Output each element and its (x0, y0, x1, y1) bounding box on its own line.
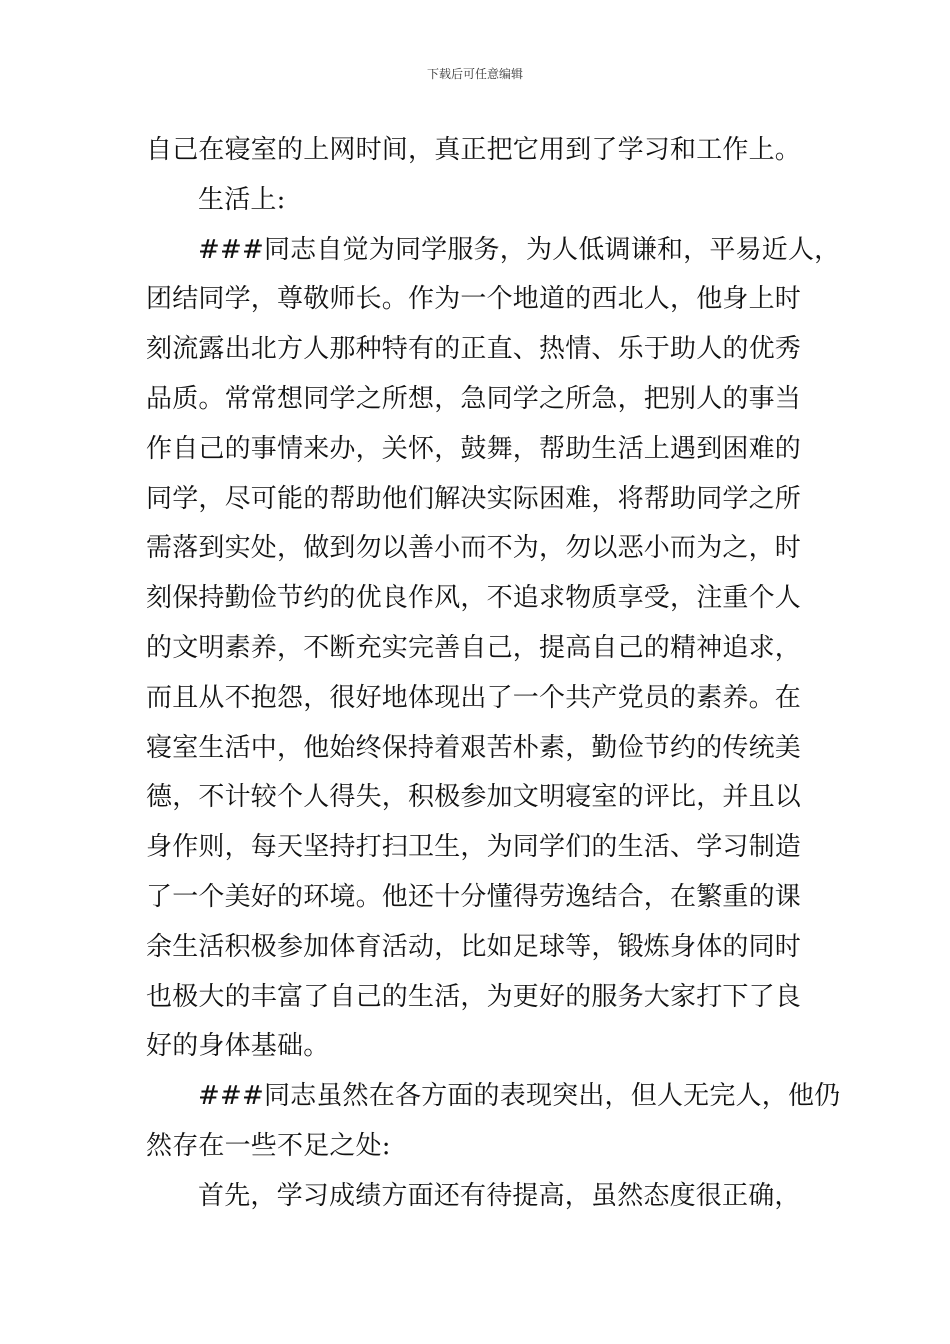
text-line: 自己在寝室的上网时间，真正把它用到了学习和工作上。 (146, 135, 802, 165)
text-line: 团结同学，尊敬师长。作为一个地道的西北人，他身上时 (146, 284, 802, 315)
text-line: 寝室生活中，他始终保持着艰苦朴素，勤俭节约的传统美 (146, 732, 802, 763)
text-line: ###同志虽然在各方面的表现突出，但人无完人，他仍 (198, 1081, 841, 1112)
text-line: 品质。常常想同学之所想，急同学之所急，把别人的事当 (146, 383, 802, 414)
text-line: 了一个美好的环境。他还十分懂得劳逸结合，在繁重的课 (146, 881, 802, 912)
text-line: 身作则，每天坚持打扫卫生，为同学们的生活、学习制造 (146, 832, 802, 863)
section-heading: 生活上: (198, 184, 286, 215)
text-line: 刻保持勤俭节约的优良作风，不追求物质享受，注重个人 (146, 583, 802, 614)
text-line: 同学，尽可能的帮助他们解决实际困难，将帮助同学之所 (146, 483, 802, 514)
text-line: ###同志自觉为同学服务，为人低调谦和，平易近人， (198, 234, 841, 265)
text-line: 刻流露出北方人那种特有的正直、热情、乐于助人的优秀 (146, 334, 802, 365)
text-line: 作自己的事情来办，关怀，鼓舞，帮助生活上遇到困难的 (146, 433, 802, 464)
text-line: 的文明素养，不断充实完善自己，提高自己的精神追求， (146, 632, 802, 663)
text-line: 好的身体基础。 (146, 1031, 330, 1062)
text-line: 然存在一些不足之处: (146, 1130, 391, 1161)
text-line: 余生活积极参加体育活动，比如足球等，锻炼身体的同时 (146, 931, 802, 962)
text-line: 首先，学习成绩方面还有待提高，虽然态度很正确， (198, 1180, 801, 1211)
text-line: 德，不计较个人得失，积极参加文明寝室的评比，并且以 (146, 782, 802, 813)
document-body (146, 126, 841, 1222)
text-line: 也极大的丰富了自己的生活，为更好的服务大家打下了良 (146, 981, 802, 1012)
page-header: 下载后可任意编辑 (426, 67, 523, 81)
text-line: 需落到实处，做到勿以善小而不为，勿以恶小而为之，时 (146, 533, 802, 564)
text-line: 而且从不抱怨，很好地体现出了一个共产党员的素养。在 (146, 682, 802, 713)
